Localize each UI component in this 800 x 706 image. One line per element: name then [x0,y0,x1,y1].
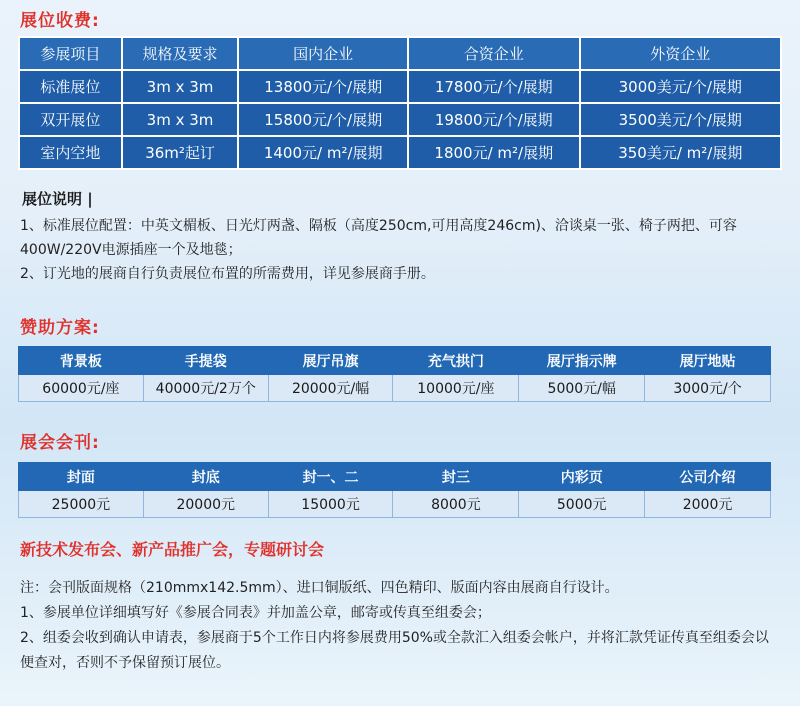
table-cell: 17800元/个/展期 [408,70,580,103]
journal-header-cell: 封底 [143,463,268,491]
journal-value-row [19,491,771,518]
sponsor-header-cell: 展厅地贴 [645,347,771,375]
fees-header-cell: 参展项目 [19,37,122,70]
footer-notes [20,576,780,676]
fees-header-cell: 外资企业 [580,37,781,70]
table-cell: 3000美元/个/展期 [580,70,781,103]
table-cell: 1400元/ m²/展期 [238,136,408,169]
booth-note-line: 1、标准展位配置：中英文楣板、日光灯两盏、隔板（高度250cm,可用高度246cm)、洽谈桌一张、椅子两把、可容400W/220V电源插座一个及地毯； [20,218,737,258]
table-row [19,136,781,169]
fees-header-row [19,37,781,70]
sponsor-value-cell: 20000元/幅 [268,375,393,402]
table-cell: 室内空地 [19,136,122,169]
journal-value-cell: 2000元 [645,491,771,518]
sponsor-header-cell: 背景板 [19,347,144,375]
sponsor-table [18,346,771,402]
sponsor-header-cell: 充气拱门 [393,347,519,375]
booth-notes [20,214,780,286]
sponsor-header-cell: 展厅指示牌 [519,347,645,375]
table-cell: 1800元/ m²/展期 [408,136,580,169]
table-cell: 36m²起订 [122,136,239,169]
table-row [19,103,781,136]
table-cell: 350美元/ m²/展期 [580,136,781,169]
sponsor-header-cell: 手提袋 [143,347,268,375]
fees-header-cell: 规格及要求 [122,37,239,70]
sponsor-value-cell: 60000元/座 [19,375,144,402]
journal-header-cell: 公司介绍 [645,463,771,491]
table-cell: 15800元/个/展期 [238,103,408,136]
journal-table [18,462,771,518]
journal-value-cell: 20000元 [143,491,268,518]
fees-title: 展位收费: [20,11,100,31]
sponsor-value-cell: 10000元/座 [393,375,519,402]
booth-note-line: 2、订光地的展商自行负责展位布置的所需费用，详见参展商手册。 [20,266,435,282]
footer-note-line: 注：会刊版面规格（210mmx142.5mm）、进口铜版纸、四色精印、版面内容由展商自行设计。 [20,580,619,596]
events-line: 新技术发布会、新产品推广会，专题研讨会 [20,540,325,559]
table-cell: 19800元/个/展期 [408,103,580,136]
footer-note-line: 1、参展单位详细填写好《参展合同表》并加盖公章，邮寄或传真至组委会； [20,605,491,621]
journal-header-cell: 内彩页 [519,463,645,491]
journal-value-cell: 8000元 [393,491,519,518]
fees-table [18,36,782,170]
footer-note-line: 2、组委会收到确认申请表，参展商于5个工作日内将参展费用50%或全款汇入组委会帐户，并将汇款凭证传真至组委会以便查对，否则不予保留预订展位。 [20,630,769,671]
fees-header-cell: 合资企业 [408,37,580,70]
sponsor-value-row [19,375,771,402]
sponsor-header-row [19,347,771,375]
journal-value-cell: 5000元 [519,491,645,518]
fees-header-cell: 国内企业 [238,37,408,70]
table-cell: 标准展位 [19,70,122,103]
booth-notes-title: 展位说明 | [22,190,93,208]
table-cell: 3500美元/个/展期 [580,103,781,136]
journal-header-cell: 封面 [19,463,144,491]
table-row [19,70,781,103]
journal-title: 展会会刊: [20,433,100,453]
table-cell: 13800元/个/展期 [238,70,408,103]
sponsor-value-cell: 5000元/幅 [519,375,645,402]
sponsor-title: 赞助方案: [20,318,100,338]
table-cell: 3m x 3m [122,70,239,103]
journal-header-cell: 封一、二 [268,463,393,491]
table-cell: 3m x 3m [122,103,239,136]
journal-header-row [19,463,771,491]
journal-value-cell: 25000元 [19,491,144,518]
sponsor-value-cell: 3000元/个 [645,375,771,402]
journal-value-cell: 15000元 [268,491,393,518]
sponsor-header-cell: 展厅吊旗 [268,347,393,375]
table-cell: 双开展位 [19,103,122,136]
sponsor-value-cell: 40000元/2万个 [143,375,268,402]
journal-header-cell: 封三 [393,463,519,491]
